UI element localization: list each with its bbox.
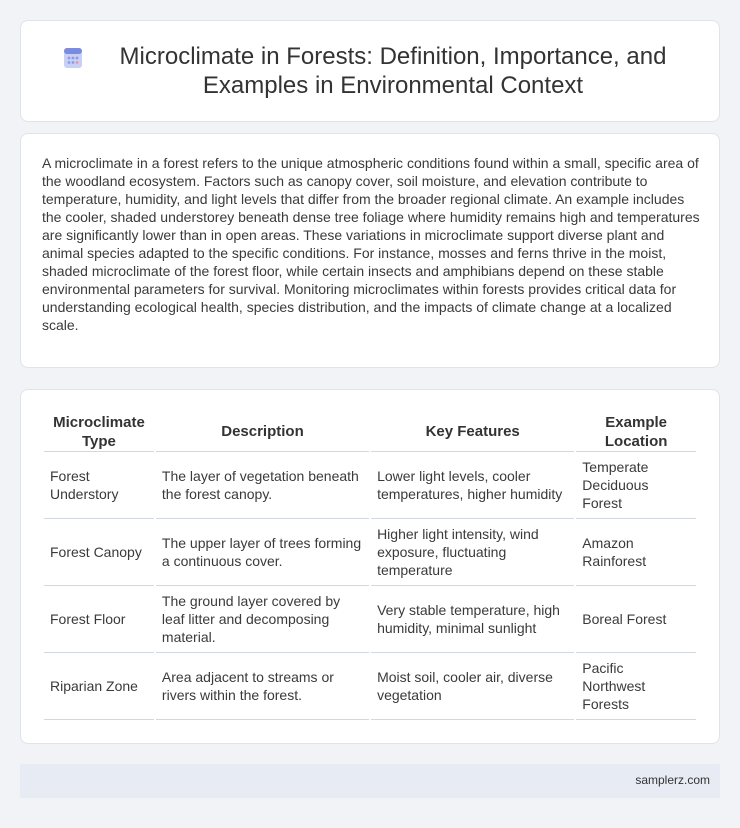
table-header-row [44,412,696,452]
cell-type: Forest Floor [44,586,154,653]
footer-brand-link[interactable]: samplerz.com [635,773,710,787]
footer-bar [20,764,720,798]
cell-description: The ground layer covered by leaf litter and decomposing material. [156,586,369,653]
header-key-features: Key Features [371,412,574,452]
table-row [44,452,696,519]
cell-description: Area adjacent to streams or rivers within the forest. [156,653,369,720]
cell-location: Amazon Rainforest [576,519,696,586]
cell-type: Forest Understory [44,452,154,519]
header-example-location: Example Location [576,412,696,452]
page-title: Microclimate in Forests: Definition, Importance, and Examples in Environmental Context [119,43,667,99]
table-card [20,389,720,744]
table-row [44,519,696,586]
cell-features: Moist soil, cooler air, diverse vegetation [371,653,574,720]
microclimate-table [42,412,698,720]
cell-location: Temperate Deciduous Forest [576,452,696,519]
header-description: Description [156,412,369,452]
document-icon [61,46,85,70]
cell-features: Higher light intensity, wind exposure, fluctuating temperature [371,519,574,586]
cell-type: Forest Canopy [44,519,154,586]
intro-paragraph: A microclimate in a forest refers to the unique atmospheric conditions found within a small, specific area of the woodland ecosystem. Factors such as canopy cover, soil moisture, and elevation contribute to temperature, humidity, and light levels that differ from the broader regional climate. An example includes the cooler, shaded understorey beneath dense tree foliage where humidity remains high and temperatures are significantly lower than in open areas. These variations in microclimate support diverse plant and animal species adapted to the specific conditions. For instance, mosses and ferns thrive in the moist, shaded microclimate of the forest floor, while certain insects and amphibians depend on these stable environmental parameters for survival. Monitoring microclimates within forests provides critical data for understanding ecological health, species distribution, and the impacts of climate change at a localized scale. [42,155,700,333]
cell-features: Lower light levels, cooler temperatures, higher humidity [371,452,574,519]
table-row [44,586,696,653]
title-card [20,20,720,122]
cell-features: Very stable temperature, high humidity, minimal sunlight [371,586,574,653]
cell-description: The upper layer of trees forming a continuous cover. [156,519,369,586]
cell-location: Boreal Forest [576,586,696,653]
cell-description: The layer of vegetation beneath the forest canopy. [156,452,369,519]
table-row [44,653,696,720]
header-microclimate-type: Microclimate Type [44,412,154,452]
cell-type: Riparian Zone [44,653,154,720]
cell-location: Pacific Northwest Forests [576,653,696,720]
intro-card [20,133,720,368]
